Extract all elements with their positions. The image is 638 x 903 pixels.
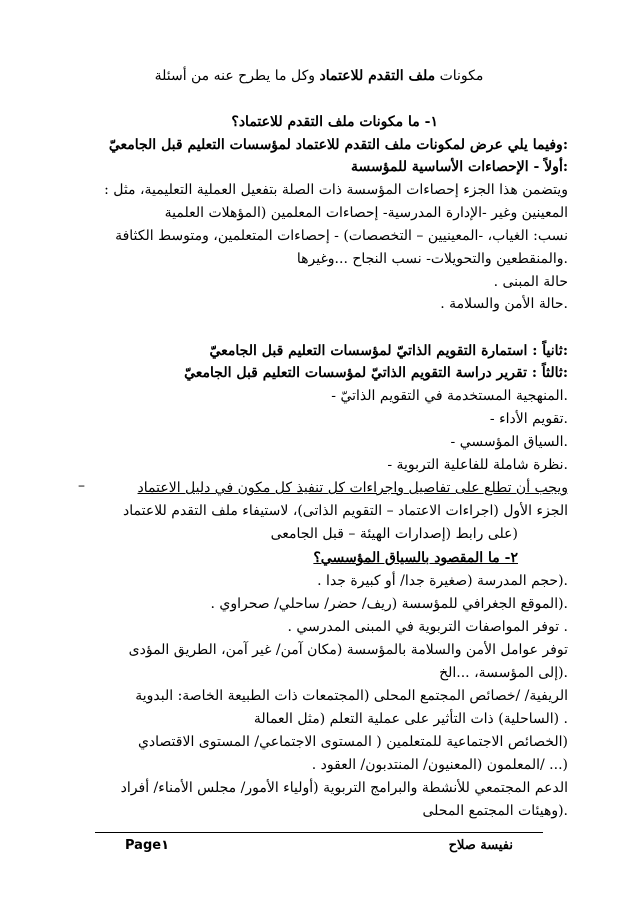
body-line-6: .حالة الأمن والسلامة . [440,296,568,312]
body-line-2: المعينين وغير -الإدارة المدرسية- إحصاءات المعلمين (المؤهلات العلمية [164,205,568,221]
list-item: .تقويم الأداء - [489,411,568,427]
context-item: .(إلى المؤسسة، ...الخ [439,665,568,681]
context-item: . (الساحلية) ذات التأثير على عملية التعلم (مثل العمالة [253,711,568,727]
section-1-heading: :أولاً - الإحصاءات الأساسية للمؤسسة [351,159,568,175]
context-item: (... /المعلمون (المعنيون/ المنتدبون/ العقود . [311,757,568,773]
list-item: .نظرة شاملة للفاعلية التربوية - [387,457,568,473]
must-read-dash: – [78,478,85,494]
body-line-5: حالة المبنى . [493,274,568,290]
list-item: .السياق المؤسسي - [450,434,568,450]
section-3-heading: :ثالثاً : تقرير دراسة التقويم الذاتيّ لمؤسسات التعليم قبل الجامعيّ [184,365,568,381]
footer-divider [95,832,543,833]
context-item: الريفية/ /خصائص المجتمع المحلى (المجتمعات ذات الطبيعة الخاصة: البدوية [135,688,568,704]
question-2-heading: ٢- ما المقصود بالسياق المؤسسي؟ [313,550,518,566]
context-item: . توفر المواصفات التربوية في المبنى المدرسي . [287,619,568,635]
document-title [70,66,568,86]
title-prefix: مكونات [435,68,484,84]
context-item: .(الموقع الجغرافي للمؤسسة (ريف/ حضر/ ساحلي/ صحراوي . [210,596,568,612]
footer-author: نفيسة صلاح [448,838,513,853]
must-read-line: ويجب أن تطلع على تفاصيل واجراءات كل تنفيذ كل مكون في دليل الاعتماد [137,480,568,496]
question-1-heading: ١- ما مكونات ملف التقدم للاعتماد؟ [231,114,438,130]
body-line-4: .والمنقطعين والتحويلات- نسب النجاح ...وغيرها [296,251,568,267]
title-suffix: وكل ما يطرح عنه من أسئلة [154,68,320,84]
must-read-line-2: الجزء الأول (اجراءات الاعتماد – التقويم الذاتى)، لاستيفاء ملف التقدم للاعتماد [123,503,568,519]
context-item: الدعم المجتمعي للأنشطة والبرامج التربوية (أولياء الأمور/ مجلس الأمناء/ أفراد [120,780,568,796]
context-item: .(وهيئات المجتمع المحلى [422,803,568,819]
context-item: .(حجم المدرسة (صغيرة جدا/ أو كبيرة جدا . [317,573,568,589]
footer-page-number: Page١ [125,838,170,853]
context-item: توفر عوامل الأمن والسلامة بالمؤسسة (مكان آمن/ غير آمن، الطريق المؤدى [128,642,568,658]
title-bold: ملف التقدم للاعتماد [319,68,436,84]
intro-line: :وفيما يلي عرض لمكونات ملف التقدم للاعتماد لمؤسسات التعليم قبل الجامعيّ [108,137,568,153]
body-line-1: ويتضمن هذا الجزء إحصاءات المؤسسة ذات الصلة بتفعيل العملية التعليمية، مثل : [104,182,568,198]
context-item: (الخصائص الاجتماعية للمتعلمين ( المستوى الاجتماعي/ المستوى الاقتصادي [137,734,568,750]
body-line-3: نسب: الغياب، -المعينيين – التخصصات) - إحصاءات المتعلمين، ومتوسط الكثافة [115,228,568,244]
must-read-line-3: (على رابط (إصدارات الهيئة – قبل الجامعى [270,526,518,542]
section-2-heading: :ثانياً : استمارة التقويم الذاتيّ لمؤسسات التعليم قبل الجامعيّ [209,343,568,359]
list-item: .المنهجية المستخدمة في التقويم الذاتيّ - [331,388,568,404]
